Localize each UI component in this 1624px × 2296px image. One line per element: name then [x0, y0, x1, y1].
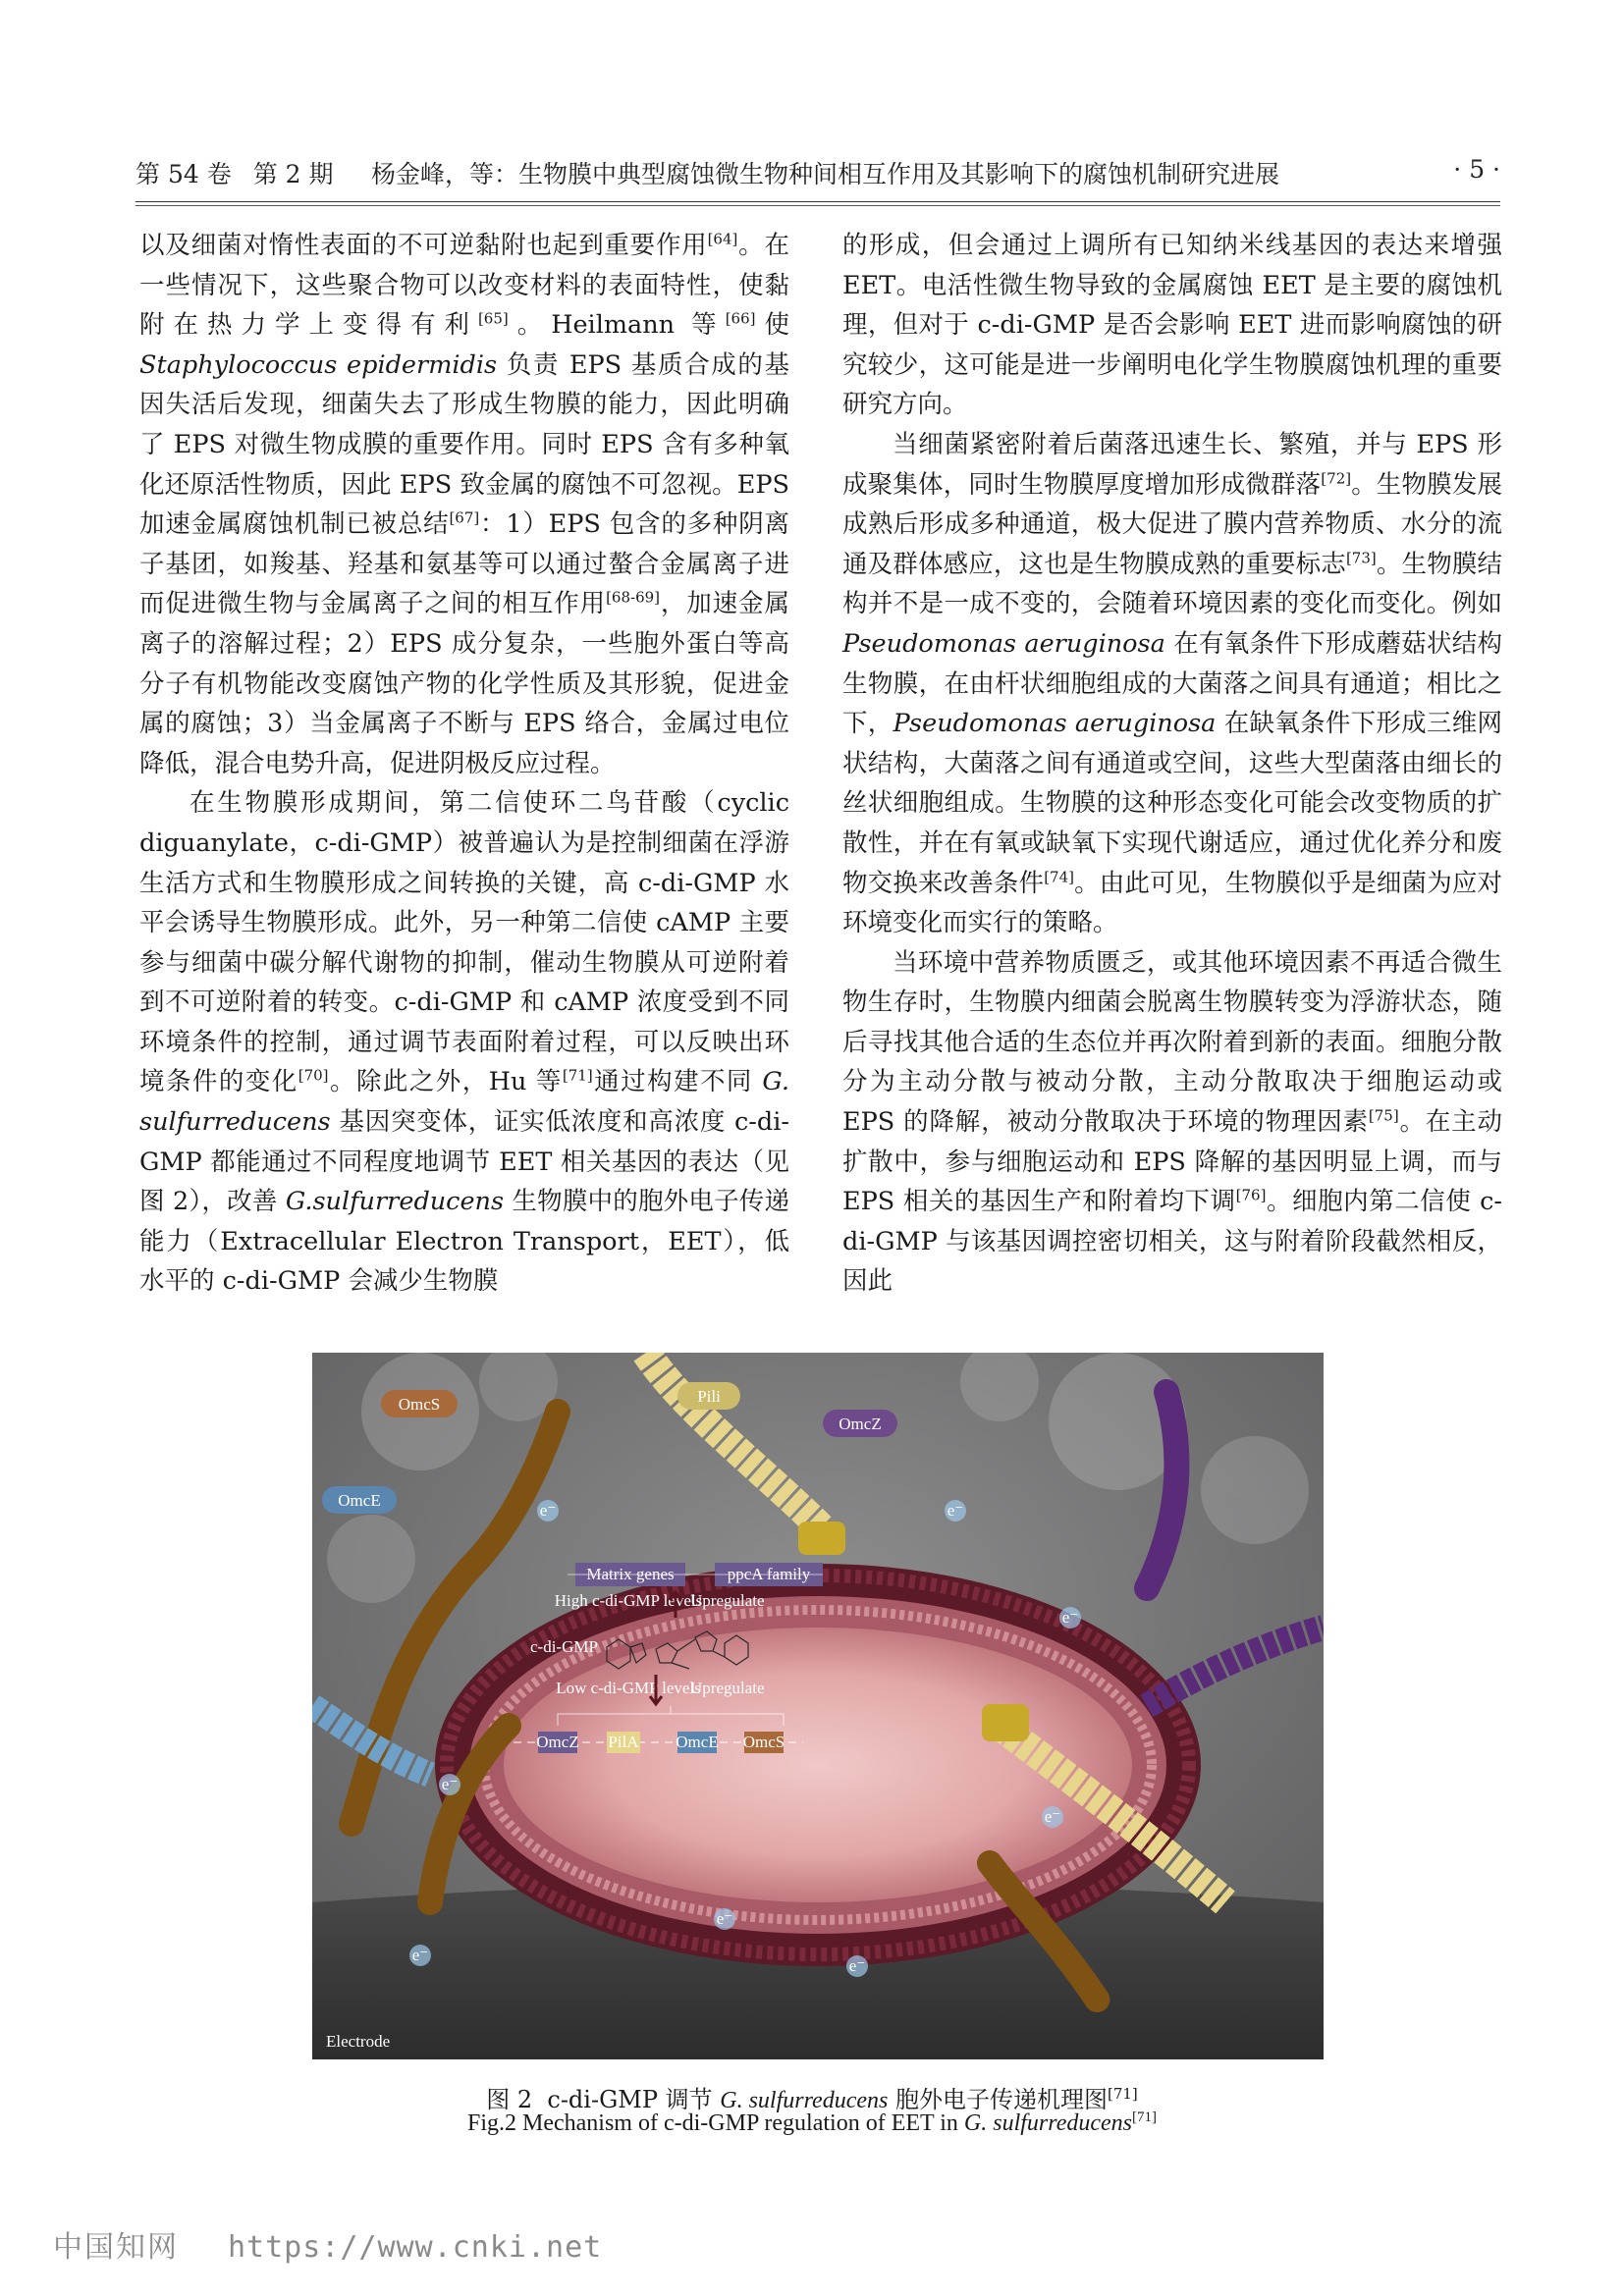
- citation-ref: [67]: [449, 508, 480, 527]
- citation-ref: [71]: [562, 1066, 593, 1085]
- svg-text:e⁻: e⁻: [441, 1775, 459, 1793]
- caption-cn-ref: [71]: [1107, 2085, 1138, 2103]
- omce-callout: [322, 1486, 397, 1514]
- caption-en-ref: [71]: [1132, 2109, 1157, 2125]
- omcs-callout: [381, 1390, 458, 1417]
- header-rule: [135, 201, 1500, 202]
- pili-anchor-top: [798, 1522, 845, 1555]
- cnki-brand: 中国知网: [53, 2230, 179, 2265]
- svg-text:OmcS: OmcS: [398, 1395, 441, 1414]
- citation-ref: [66]: [725, 309, 756, 328]
- citation-ref: [73]: [1345, 549, 1377, 567]
- svg-text:e⁻: e⁻: [947, 1501, 964, 1520]
- caption-cn-species: G. sulfurreducens: [720, 2088, 889, 2113]
- footer-watermark: [53, 2222, 602, 2266]
- citation-ref: [65]: [477, 309, 509, 328]
- electron-marker: [714, 1908, 735, 1930]
- electron-marker: [409, 1945, 431, 1966]
- volume: 第 54 卷: [135, 160, 232, 188]
- figure-2-mechanism-diagram: [312, 1353, 1324, 2059]
- svg-text:e⁻: e⁻: [716, 1909, 733, 1928]
- upregulate-bottom-label: Upregulate: [690, 1679, 765, 1697]
- species-name: G. sulfurreducens: [139, 1067, 789, 1138]
- cdigmp-label: c-di-GMP: [530, 1637, 598, 1656]
- svg-text:Pili: Pili: [697, 1387, 721, 1406]
- svg-text:e⁻: e⁻: [411, 1946, 429, 1964]
- electron-marker: [945, 1500, 966, 1522]
- svg-text:e⁻: e⁻: [1044, 1807, 1061, 1826]
- high-level-label: High c-di-GMP levels: [554, 1591, 703, 1610]
- svg-text:Matrix genes: Matrix genes: [586, 1565, 675, 1583]
- svg-text:OmcZ: OmcZ: [839, 1415, 882, 1433]
- journal-volume-issue: [135, 155, 355, 190]
- right-paragraph-2: 当细菌紧密附着后菌落迅速生长、繁殖，并与 EPS 形成聚集体，同时生物膜厚度增加形成微群落[72]。生物膜发展成熟后形成多种通道，极大促进了膜内营养物质、水分的流通及群体感应，这也是生物膜成熟的重要标志[73]。生物膜结构并不是一成不变的，会随着环境因素的变化而变化。例如 Pseudomonas aeruginosa 在有氧条件下形成蘑菇状结构生物膜，在由杆状细胞组成的大菌落之间具有通道；相比之下，Pseudomonas aeruginosa 在缺氧条件下形成三维网状结构，大菌落之间有通道或空间，这些大型菌落由细长的丝状细胞组成。生物膜的这种形态变化可能会改变物质的扩散性，并在有氧或缺氧下实现代谢适应，通过优化养分和废物交换来改善条件[74]。由此可见，生物膜似乎是细菌为应对环境变化而实行的策略。: [842, 429, 1502, 938]
- electron-marker: [846, 1955, 868, 1977]
- caption-cn-prefix: 图 2: [486, 2086, 533, 2113]
- right-paragraph-1: 的形成，但会通过上调所有已知纳米线基因的表达来增强 EET。电活性微生物导致的金属腐蚀 EET 是主要的腐蚀机理，但对于 c-di-GMP 是否会影响 EET 进而影响腐蚀的研究较少，这可能是进一步阐明电化学生物膜腐蚀机理的重要研究方向。: [842, 231, 1502, 420]
- electron-marker: [537, 1500, 559, 1522]
- right-paragraph-3: 当环境中营养物质匮乏，或其他环境因素不再适合微生物生存时，生物膜内细菌会脱离生物膜转变为浮游状态，随后寻找其他合适的生态位并再次附着到新的表面。细胞分散分为主动分散与被动分散，主动分散取决于细胞运动或 EPS 的降解，被动分散取决于环境的物理因素[75]。在主动扩散中，参与细胞运动和 EPS 降解的基因明显上调，而与 EPS 相关的基因生产和附着均下调[76]。细胞内第二信使 c-di-GMP 与该基因调控密切相关，这与附着阶段截然相反，因此: [842, 947, 1502, 1297]
- svg-text:e⁻: e⁻: [848, 1956, 866, 1975]
- right-column: [842, 226, 1502, 1302]
- svg-text:OmcZ: OmcZ: [536, 1733, 579, 1751]
- citation-ref: [68-69]: [606, 588, 661, 607]
- figure-caption-english: [0, 2110, 1624, 2137]
- svg-text:OmcE: OmcE: [676, 1733, 719, 1751]
- citation-ref: [64]: [707, 230, 738, 248]
- page-number: · 5 ·: [1453, 155, 1500, 184]
- caption-en-main: Fig.2 Mechanism of c-di-GMP regulation of EET in: [466, 2110, 958, 2136]
- svg-text:OmcE: OmcE: [338, 1491, 381, 1510]
- citation-ref: [74]: [1044, 868, 1074, 885]
- cnki-url[interactable]: https://www.cnki.net: [228, 2230, 603, 2265]
- species-name: Pseudomonas aeruginosa: [893, 709, 1217, 739]
- upregulate-top-label: Upregulate: [690, 1591, 765, 1610]
- running-title: 杨金峰，等：生物膜中典型腐蚀微生物种间相互作用及其影响下的腐蚀机制研究进展: [371, 160, 1280, 188]
- species-name: Pseudomonas aeruginosa: [842, 628, 1165, 659]
- electron-marker: [1042, 1806, 1063, 1828]
- citation-ref: [75]: [1368, 1106, 1399, 1125]
- caption-cn-suffix: 胞外电子传递机理图: [894, 2086, 1108, 2113]
- svg-text:OmcS: OmcS: [742, 1733, 785, 1751]
- low-level-label: Low c-di-GMP levels: [556, 1679, 701, 1697]
- citation-ref: [72]: [1321, 469, 1352, 488]
- left-paragraph-2: 在生物膜形成期间，第二信使环二鸟苷酸（cyclic diguanylate，c-di-GMP）被普遍认为是控制细菌在浮游生活方式和生物膜形成之间转换的关键，高 c-di-GMP 水平会诱导生物膜形成。此外，另一种第二信使 cAMP 主要参与细菌中碳分解代谢物的抑制，催动生物膜从可逆附着到不可逆附着的转变。c-di-GMP 和 cAMP 浓度受到不同环境条件的控制，通过调节表面附着过程，可以反映出环境条件的变化[70]。除此之外，Hu 等[71]通过构建不同 G. sulfurreducens 基因突变体，证实低浓度和高浓度 c-di-GMP 都能通过不同程度地调节 EET 相关基因的表达（见图 2），改善 G.sulfurreducens 生物膜中的胞外电子传递能力（Extracellular Electron Transport，EET），低水平的 c-di-GMP 会减少生物膜: [139, 788, 790, 1297]
- species-name: Staphylococcus epidermidis: [139, 349, 498, 380]
- caption-en-species: G. sulfurreducens: [963, 2110, 1132, 2136]
- left-column: [139, 226, 789, 1302]
- electron-marker: [1059, 1607, 1081, 1629]
- svg-text:e⁻: e⁻: [539, 1501, 557, 1520]
- caption-cn-main: c-di-GMP 调节: [547, 2086, 713, 2113]
- issue: 第 2 期: [252, 160, 334, 188]
- header-rule-thin: [135, 205, 1500, 206]
- electron-marker: [439, 1774, 460, 1795]
- svg-text:e⁻: e⁻: [1061, 1608, 1079, 1627]
- figure-canvas: [312, 1353, 1324, 2059]
- left-paragraph-1: 以及细菌对惰性表面的不可逆黏附也起到重要作用[64]。在一些情况下，这些聚合物可以改变材料的表面特性，使黏附在热力学上变得有利[65]。Heilmann 等[66]使 Staphylococcus epidermidis 负责 EPS 基质合成的基因失活后发现，细菌失去了形成生物膜的能力，因此明确了 EPS 对微生物成膜的重要作用。同时 EPS 含有多种氧化还原活性物质，因此 EPS 致金属的腐蚀不可忽视。EPS 加速金属腐蚀机制已被总结[67]：1）EPS 包含的多种阴离子基团，如羧基、羟基和氨基等可以通过螯合金属离子进而促进微生物与金属离子之间的相互作用[68-69]，加速金属离子的溶解过程；2）EPS 成分复杂，一些胞外蛋白等高分子有机物能改变腐蚀产物的化学性质及其形貌，促进金属的腐蚀；3）当金属离子不断与 EPS 络合，金属过电位降低，混合电势升高，促进阴极反应过程。: [139, 230, 790, 778]
- electrode-label: Electrode: [326, 2032, 391, 2051]
- citation-ref: [76]: [1235, 1186, 1267, 1204]
- omcz-callout: [823, 1410, 897, 1437]
- svg-text:ppcA family: ppcA family: [727, 1565, 811, 1583]
- species-name: G.sulfurreducens: [285, 1187, 505, 1217]
- citation-ref: [70]: [298, 1066, 329, 1085]
- figure-caption-chinese: [0, 2080, 1624, 2114]
- pili-anchor-right: [982, 1704, 1029, 1741]
- svg-text:PilA: PilA: [608, 1733, 639, 1751]
- pili-callout: [677, 1382, 740, 1410]
- running-header: [135, 155, 1500, 194]
